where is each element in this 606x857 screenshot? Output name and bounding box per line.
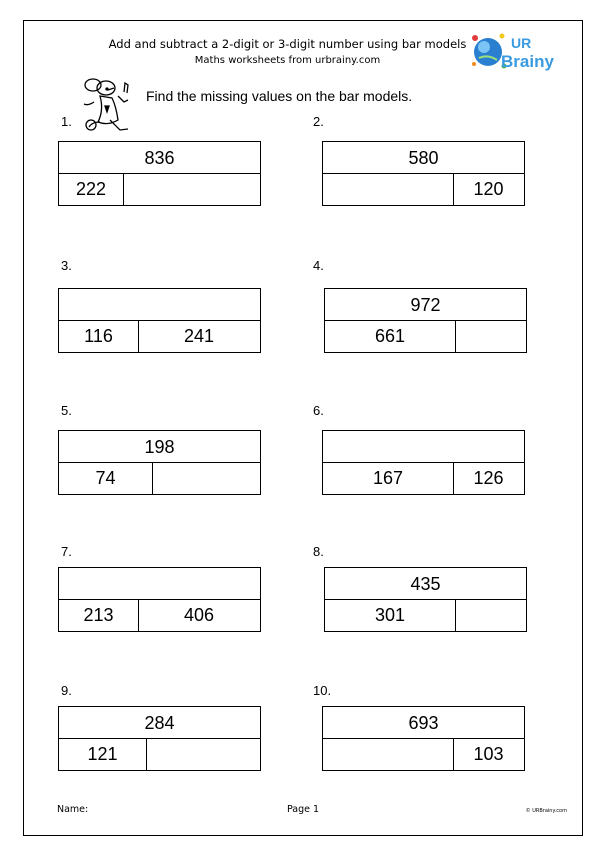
bar-total-cell: [59, 568, 260, 600]
bar-part-left-cell: 661: [325, 321, 456, 352]
question-number: 2.: [313, 114, 324, 129]
bar-total-cell: 836: [59, 142, 260, 174]
bar-model: [322, 706, 525, 771]
bar-total-cell: 972: [325, 289, 526, 321]
name-label: Name:: [57, 804, 89, 815]
bar-part-right-cell: 120: [473, 179, 504, 199]
bar-model: [58, 288, 261, 353]
mouse-mascot-icon: [80, 76, 142, 136]
bar-model: [58, 706, 261, 771]
bar-total-cell: [323, 431, 524, 463]
bar-model: [58, 141, 261, 206]
bar-part-right-cell: [123, 174, 260, 205]
bar-part-right-cell: 126: [473, 468, 504, 488]
question-number: 7.: [61, 544, 72, 559]
bar-model: [322, 430, 525, 495]
bar-part-left-cell: 301: [325, 600, 456, 631]
bar-part-right-cell: [152, 463, 260, 494]
copyright-text: © URBrainy.com: [525, 808, 567, 814]
bar-total-cell: 580: [323, 142, 524, 174]
bar-part-right-cell: 241: [183, 326, 215, 346]
question-number: 5.: [61, 403, 72, 418]
bar-model: [322, 141, 525, 206]
bar-part-left-cell: 121: [59, 739, 147, 770]
bar-model: [324, 288, 527, 353]
bar-part-left-cell: 222: [59, 174, 124, 205]
bar-model: [58, 567, 261, 632]
bar-model: [324, 567, 527, 632]
bar-total-cell: 198: [59, 431, 260, 463]
bar-part-right-cell: [455, 321, 526, 352]
bar-part-right-cell: [455, 600, 526, 631]
logo-text-ur: UR: [511, 35, 532, 51]
bar-total-cell: [59, 289, 260, 321]
instruction-text: Find the missing values on the bar models.: [146, 88, 413, 104]
question-number: 9.: [61, 683, 72, 698]
bar-part-right-cell: 103: [473, 744, 504, 764]
question-number: 10.: [313, 683, 332, 698]
urbrainy-logo: [471, 28, 563, 74]
bar-part-left-cell: 74: [59, 463, 153, 494]
bar-part-left-cell: 116: [59, 321, 139, 352]
bar-total-cell: 435: [325, 568, 526, 600]
worksheet-subtitle: Maths worksheets from urbrainy.com: [194, 55, 381, 66]
bar-part-left-cell: [323, 739, 454, 770]
bar-total-cell: 693: [323, 707, 524, 739]
question-number: 3.: [61, 258, 72, 273]
bar-part-left-cell: 213: [59, 600, 139, 631]
question-number: 6.: [313, 403, 324, 418]
bar-total-cell: 284: [59, 707, 260, 739]
page-number: Page 1: [286, 804, 320, 815]
bar-part-right-cell: [146, 739, 260, 770]
question-number: 8.: [313, 544, 324, 559]
logo-text-brainy: Brainy: [501, 52, 554, 71]
question-number: 1.: [61, 114, 72, 129]
bar-model: [58, 430, 261, 495]
bar-part-right-cell: 406: [183, 605, 215, 625]
bar-part-left-cell: 167: [323, 463, 454, 494]
bar-part-left-cell: [323, 174, 454, 205]
question-number: 4.: [313, 258, 324, 273]
worksheet-title: Add and subtract a 2-digit or 3-digit number using bar models: [108, 37, 467, 51]
